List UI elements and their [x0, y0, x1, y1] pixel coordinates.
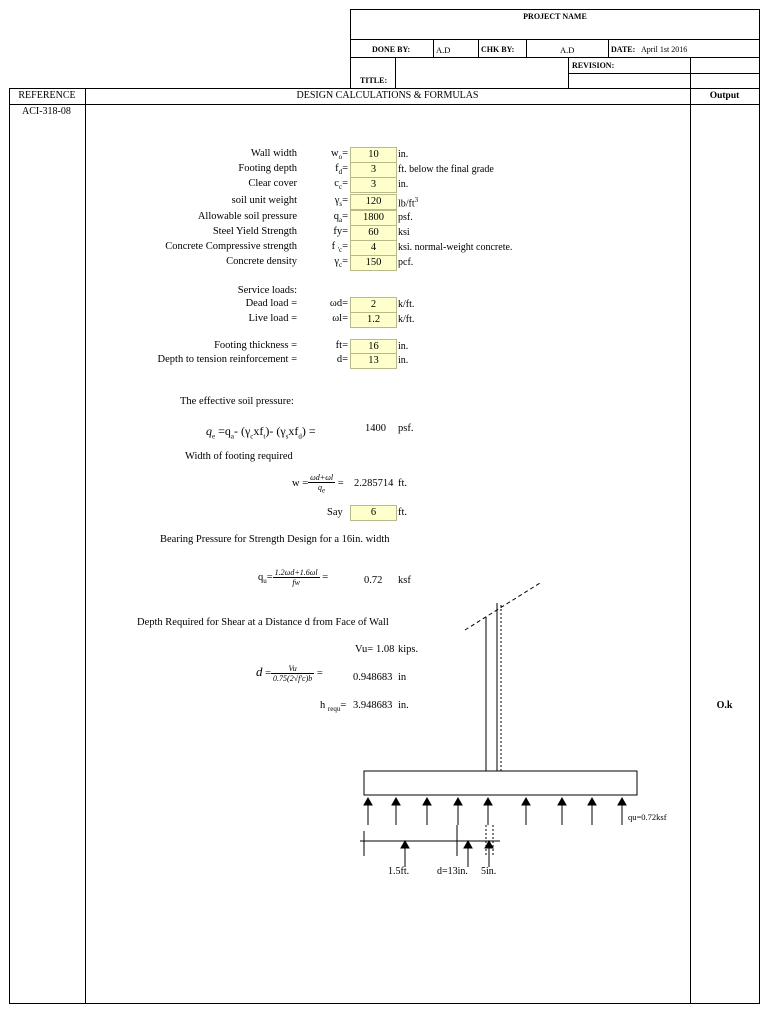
input-value-cell[interactable]: 1800: [350, 210, 397, 226]
d-formula: d = $\frac{Vu}{0.75(2√f'c)b}$ =: [256, 664, 323, 684]
dead-load-label: Dead load =: [245, 298, 297, 309]
input-value-cell[interactable]: 60: [350, 225, 397, 241]
input-label: Wall width: [250, 148, 297, 159]
dimension-2-label: d=13in.: [437, 866, 468, 877]
h-unit: in.: [398, 700, 409, 711]
effective-pressure-heading: The effective soil pressure:: [180, 396, 294, 407]
input-unit: [398, 257, 413, 268]
page-bottom-border: [9, 1003, 760, 1004]
input-unit-text: psf.: [398, 212, 413, 223]
done-by-value: A.D: [436, 45, 451, 55]
date-value: April 1st 2016: [641, 45, 688, 54]
input-symbol: $f_d=$: [335, 163, 348, 177]
depth-tension-symbol: d=: [336, 354, 348, 365]
dead-load-symbol: ωd=: [329, 298, 348, 309]
depth-tension-unit: in.: [398, 355, 409, 366]
input-symbol: $\gamma_s=$: [334, 195, 348, 209]
header-divider: [350, 57, 760, 58]
header-divider: [568, 73, 760, 74]
input-symbol-subscript: a: [338, 216, 343, 225]
header-divider: [395, 57, 396, 88]
input-label: Clear cover: [248, 178, 297, 189]
width-formula: w = $\frac{\omega d+\omega l}{q_e}$ =: [292, 473, 344, 495]
qe-value: 1400: [365, 423, 386, 434]
d-formula-denominator: 0.75(2√f'c)b: [273, 674, 313, 684]
footing-thickness-input[interactable]: 16: [350, 339, 397, 355]
input-label: soil unit weight: [231, 195, 297, 206]
header-divider: [526, 39, 527, 57]
input-symbol-subscript: c: [338, 183, 343, 192]
input-value-cell[interactable]: 120: [350, 194, 397, 210]
input-unit-text: ksi: [398, 227, 410, 238]
qu-formula-numerator: 1.2ωd+1.6ωl: [274, 568, 318, 577]
chk-by-value: A.D: [560, 45, 575, 55]
input-label: Concrete density: [226, 256, 297, 267]
input-unit-text: ft. below the final grade: [398, 164, 494, 175]
header-divider: [608, 39, 609, 57]
input-unit: [398, 164, 494, 175]
input-symbol: fy=: [333, 226, 348, 237]
title-label: TITLE:: [360, 76, 388, 85]
d-unit: in: [398, 672, 407, 683]
input-symbol-subscript: 'c: [337, 246, 343, 255]
live-load-unit: k/ft.: [398, 314, 415, 325]
input-unit: [398, 149, 408, 160]
qe-unit: psf.: [398, 423, 414, 434]
dimension-3-label: 5in.: [481, 866, 497, 877]
input-unit: [398, 242, 512, 253]
footing-thickness-symbol: ft=: [335, 340, 348, 351]
output-header: Output: [709, 91, 740, 101]
input-unit-text: pcf.: [398, 257, 414, 268]
input-unit: [398, 212, 413, 223]
page-right-border: [759, 9, 760, 1004]
say-width-input[interactable]: 6: [350, 505, 397, 521]
depth-tension-label: Depth to tension reinforcement =: [157, 354, 297, 365]
footing-thickness-unit: in.: [398, 341, 409, 352]
input-unit: [398, 227, 410, 238]
input-symbol-base: fy: [333, 226, 343, 237]
input-unit-superscript: 3: [414, 196, 419, 204]
input-unit: [398, 179, 408, 190]
reference-header: REFERENCE: [18, 90, 76, 101]
h-formula: h $_{requ}$=: [320, 700, 347, 714]
input-symbol-base: γ: [334, 195, 340, 206]
input-value-cell[interactable]: 3: [350, 177, 397, 193]
dimension-1-label: 1.5ft.: [388, 866, 410, 877]
qu-value: 0.72: [364, 575, 383, 586]
output-column-divider: [690, 57, 691, 1004]
width-heading: Width of footing required: [185, 451, 293, 462]
input-label: Footing depth: [238, 163, 297, 174]
d-value: 0.948683: [353, 672, 393, 683]
project-name: PROJECT NAME: [523, 12, 587, 21]
input-value-cell[interactable]: 3: [350, 162, 397, 178]
input-unit-text: ksi. normal-weight concrete.: [398, 242, 513, 253]
input-symbol-base: w: [330, 148, 339, 159]
shear-heading: Depth Required for Shear at a Distance d from Face of Wall: [137, 617, 389, 628]
qu-diagram-label: qu=0.72ksf: [628, 812, 667, 822]
live-load-symbol: ωl=: [332, 313, 348, 324]
input-symbol-subscript: o: [338, 153, 343, 162]
input-value-cell[interactable]: 10: [350, 147, 397, 163]
input-symbol: $w_o=$: [330, 148, 348, 162]
input-value-cell[interactable]: 150: [350, 255, 397, 271]
input-symbol-subscript: d: [338, 168, 343, 177]
output-ok: O.k: [716, 700, 733, 711]
input-label: Concrete Compressive strength: [165, 241, 297, 252]
header-divider: [350, 39, 760, 40]
header-divider: [478, 39, 479, 57]
reference-column-divider: [85, 88, 86, 1004]
live-load-input[interactable]: 1.2: [350, 312, 397, 328]
input-symbol-base: f: [331, 241, 338, 252]
input-symbol-base: q: [333, 211, 339, 222]
date-label: DATE:: [611, 45, 636, 54]
header-top-border: [350, 9, 760, 10]
revision-label: REVISION:: [572, 61, 615, 70]
footing-diagram: [350, 575, 680, 885]
bearing-heading: Bearing Pressure for Strength Design for a 16in. width: [160, 534, 390, 545]
input-symbol: $\gamma_c=$: [334, 256, 348, 270]
header-divider: [9, 88, 760, 89]
design-header: DESIGN CALCULATIONS & FORMULAS: [296, 90, 479, 101]
input-symbol: f $_{'c}$=: [331, 241, 348, 255]
input-symbol-subscript: c: [338, 261, 343, 270]
h-value: 3.948683: [353, 700, 393, 711]
input-unit-text: in.: [398, 179, 409, 190]
input-symbol: $c_c=$: [334, 178, 348, 192]
qe-formula: $q_e =q_a-$ $(\gamma_cxf_t)-$ $(\gamma_sxf_d)$ =: [206, 424, 316, 441]
input-label: Steel Yield Strength: [212, 226, 297, 237]
width-formula-denominator: q: [318, 483, 323, 492]
input-symbol-base: c: [334, 178, 339, 189]
input-unit: [398, 196, 418, 209]
input-unit-text: in.: [398, 149, 409, 160]
qu-formula: $q_u=$ $\frac{1.2\omega d+1.6\omega l}{fw}$ =: [258, 568, 329, 587]
input-label: Allowable soil pressure: [197, 211, 297, 222]
vu-label: Vu=: [355, 644, 374, 655]
dead-load-unit: k/ft.: [398, 299, 415, 310]
dead-load-input[interactable]: 2: [350, 297, 397, 313]
input-unit-text: lb/ft: [398, 198, 415, 210]
say-unit: ft.: [398, 507, 408, 518]
reference-code: ACI-318-08: [22, 106, 71, 117]
qu-formula-denominator: fw: [292, 578, 300, 587]
input-symbol-base: f: [335, 163, 339, 174]
width-formula-numerator: ωd+ωl: [310, 473, 334, 482]
say-label: Say: [327, 507, 343, 518]
header-divider: [568, 57, 569, 88]
service-loads-heading: Service loads:: [237, 285, 297, 296]
chk-by-label: CHK BY:: [481, 45, 515, 54]
d-formula-numerator: Vu: [271, 664, 314, 674]
width-value: 2.285714: [354, 478, 394, 489]
input-symbol: $q_a=$: [333, 211, 348, 225]
vu-unit: kips.: [398, 644, 419, 655]
footing-thickness-label: Footing thickness =: [214, 340, 297, 351]
input-symbol-base: γ: [334, 256, 339, 267]
live-load-label: Live load =: [248, 313, 297, 324]
done-by-label: DONE BY:: [372, 45, 411, 54]
depth-tension-input[interactable]: 13: [350, 353, 397, 369]
column-header-divider: [9, 104, 760, 105]
header-divider: [433, 39, 434, 57]
qu-unit: ksf: [398, 575, 411, 586]
input-value-cell[interactable]: 4: [350, 240, 397, 256]
input-symbol-subscript: s: [339, 200, 343, 209]
width-unit: ft.: [398, 478, 408, 489]
vu-value: 1.08: [376, 644, 395, 655]
page-left-border: [9, 88, 10, 1004]
